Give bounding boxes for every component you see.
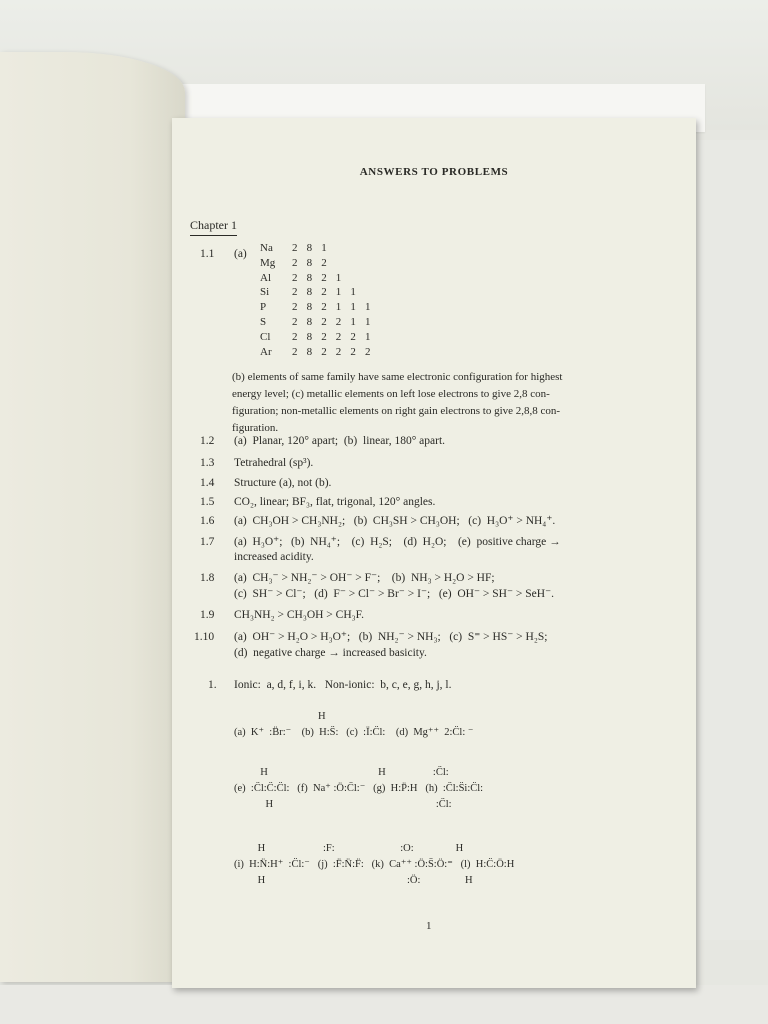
answer-number: 1.4 (200, 477, 215, 489)
shell-electrons: 2 (350, 330, 356, 343)
shell-electrons: 8 (306, 286, 313, 299)
shell-electrons: 1 (335, 271, 342, 284)
shell-electrons: 8 (306, 330, 313, 343)
shell-electrons: 2 (321, 345, 327, 358)
shell-electrons: 1 (335, 301, 342, 314)
lewis-row-top: H H :C̈l: (234, 767, 449, 778)
problem-number: 1. (208, 679, 217, 691)
answer-text: CO₂, linear; BF₃, flat, trigonal, 120° angles. (234, 496, 436, 508)
element-symbol: Na (260, 242, 273, 254)
element-symbol: S (260, 315, 267, 328)
element-row (260, 257, 380, 272)
shell-electrons: 1 (350, 286, 356, 299)
answer-1-1-part-b (232, 369, 647, 437)
shell-electrons: 8 (306, 315, 313, 328)
element-row (260, 242, 380, 257)
element-symbol: Si (260, 286, 270, 299)
chapter-heading: Chapter 1 (190, 218, 237, 236)
text-line: figuration. (232, 422, 279, 434)
shell-electrons: 2 (335, 315, 342, 328)
book-page (172, 118, 696, 988)
answer-text: (d) negative charge → increased basicity. (234, 647, 427, 659)
shell-electrons (365, 272, 380, 287)
shell-electrons: 2 (321, 301, 327, 314)
answer-number: 1.6 (200, 515, 215, 527)
answer-text: (a) OH⁻ > H₂O > H₃O⁺; (b) NH₂⁻ > NH₃; (c) S⁼ > HS⁻ > H₂S; (234, 631, 548, 643)
answer-text: increased acidity. (234, 551, 314, 563)
text-line: figuration; non-metallic elements on right gain electrons to give 2,8,8 con- (232, 405, 561, 417)
shell-electrons: 1 (364, 301, 371, 314)
shell-electrons (350, 272, 365, 287)
shell-electrons: 2 (321, 315, 327, 328)
electron-config-table (260, 242, 380, 360)
shell-electrons: 2 (292, 330, 298, 343)
shell-electrons (365, 257, 380, 272)
shell-electrons: 8 (306, 242, 313, 254)
table-surface (0, 985, 768, 1024)
shell-electrons: 2 (321, 286, 327, 299)
answer-text: (a) CH₃⁻ > NH₂⁻ > OH⁻ > F⁻; (b) NH₃ > H₂O > HF; (234, 572, 495, 584)
lewis-row-top: H :F: :O: H (234, 843, 464, 854)
element-row (260, 286, 380, 301)
lewis-row-bottom: H :Ö: H (234, 875, 473, 886)
shell-electrons: 2 (292, 315, 298, 328)
element-symbol: Al (260, 271, 271, 284)
shell-electrons: 1 (335, 286, 342, 299)
shell-electrons: 8 (306, 271, 313, 284)
lewis-structures-a-d: (a) K⁺ :B̈r:⁻ (b) H:S̈: (c) :Ï:C̈l: (d) Mg⁺⁺ 2:C̈l: ⁻ (234, 727, 474, 738)
part-label: (a) (234, 248, 247, 260)
page-number: 1 (426, 920, 432, 932)
shell-electrons (350, 242, 365, 257)
lewis-row-bottom: H :C̈l: (234, 799, 452, 810)
shell-electrons: 2 (321, 256, 327, 269)
element-symbol: P (260, 301, 267, 314)
shell-electrons: 8 (306, 345, 313, 358)
lewis-row-top: H (234, 711, 326, 722)
answer-number: 1.3 (200, 457, 215, 469)
shell-electrons: 2 (292, 256, 298, 269)
shell-electrons: 2 (321, 271, 327, 284)
answer-number: 1.2 (200, 435, 215, 447)
answer-text: Tetrahedral (sp³). (234, 457, 314, 469)
answer-text: (a) CH₃OH > CH₃NH₂; (b) CH₃SH > CH₃OH; (c) H₃O⁺ > NH₄⁺. (234, 515, 556, 527)
answer-text: CH₃NH₂ > CH₃OH > CH₃F. (234, 609, 365, 621)
answer-text: Structure (a), not (b). (234, 477, 332, 489)
shell-electrons (365, 286, 380, 301)
shell-electrons: 1 (364, 315, 371, 328)
shell-electrons: 2 (292, 345, 298, 358)
answer-number: 1.5 (200, 496, 215, 508)
background-right (696, 140, 768, 940)
answer-number: 1.1 (200, 248, 215, 260)
shell-electrons (365, 242, 380, 257)
answer-text: (a) H₃O⁺; (b) NH₄⁺; (c) H₂S; (d) H₂O; (e) positive charge → (234, 536, 561, 548)
shell-electrons (336, 242, 351, 257)
element-row (260, 301, 380, 316)
shell-electrons: 1 (321, 242, 327, 254)
text-line: energy level; (c) metallic elements on left lose electrons to give 2,8 con- (232, 388, 550, 400)
answer-number: 1.7 (200, 536, 215, 548)
shell-electrons: 2 (292, 286, 298, 299)
element-symbol: Mg (260, 256, 276, 269)
element-row (260, 316, 380, 331)
answer-text: (c) SH⁻ > Cl⁻; (d) F⁻ > Cl⁻ > Br⁻ > I⁻; (e) OH⁻ > SH⁻ > SeH⁻. (234, 588, 555, 600)
answer-number: 1.10 (194, 631, 215, 643)
element-row (260, 272, 380, 287)
left-page-curl (0, 52, 185, 982)
shell-electrons (336, 257, 351, 272)
element-symbol: Ar (260, 345, 272, 358)
shell-electrons: 2 (292, 242, 298, 254)
shell-electrons: 2 (335, 330, 342, 343)
shell-electrons (350, 257, 365, 272)
shell-electrons: 1 (364, 330, 371, 343)
shell-electrons: 1 (350, 301, 356, 314)
element-row (260, 346, 380, 361)
shell-electrons: 8 (306, 301, 313, 314)
shell-electrons: 8 (306, 256, 313, 269)
lewis-structures-e-h: (e) :C̈l:C̈:C̈l: (f) Na⁺ :Ö:C̈l:⁻ (g) H:P̈:H (h) :C̈l:S̈i:C̈l: (234, 783, 484, 794)
shell-electrons: 2 (350, 345, 356, 358)
element-row (260, 331, 380, 346)
shell-electrons: 2 (321, 330, 327, 343)
problem-text: Ionic: a, d, f, i, k. Non-ionic: b, c, e, g, h, j, l. (234, 679, 452, 691)
answer-number: 1.8 (200, 572, 215, 584)
shell-electrons: 2 (292, 271, 298, 284)
element-symbol: Cl (260, 330, 271, 343)
page-title: ANSWERS TO PROBLEMS (359, 166, 509, 178)
shell-electrons: 2 (292, 301, 298, 314)
shell-electrons: 2 (335, 345, 342, 358)
shell-electrons: 1 (350, 315, 356, 328)
lewis-structures-i-l: (i) H:N̈:H⁺ :C̈l:⁻ (j) :F̈:N̈:F̈: (k) Ca⁺⁺ :Ö:S̈:Ö:⁼ (l) H:C̈:Ö:H (234, 859, 515, 870)
answer-number: 1.9 (200, 609, 215, 621)
shell-electrons: 2 (364, 345, 371, 358)
answer-text: (a) Planar, 120° apart; (b) linear, 180° apart. (234, 435, 446, 447)
text-line: (b) elements of same family have same electronic configuration for highest (232, 371, 563, 383)
